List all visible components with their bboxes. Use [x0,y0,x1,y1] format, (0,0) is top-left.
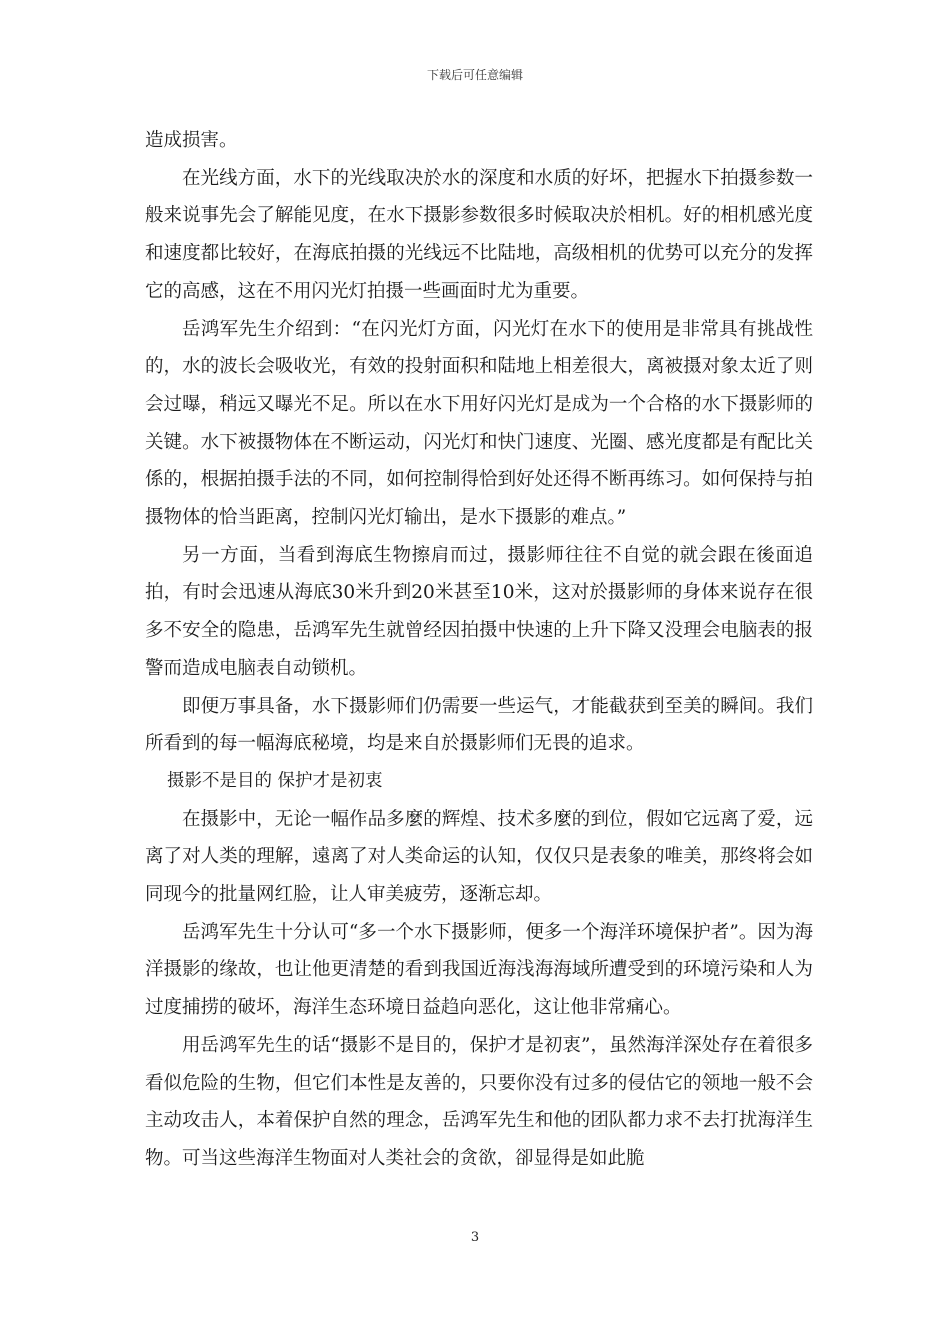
page-header: 下载后可任意编辑 [426,68,523,82]
paragraph-ascent-risk: 另一方面，当看到海底生物擦肩而过，摄影师往往不自觉的就会跟在後面追拍，有时会迅速从海底30米升到20米甚至10米，这对於摄影师的身体来说存在很多不安全的隐患，岳鸿军先生就曾经因拍摄中快速的上升下降又没理会电脑表的报警而造成电脑表自动锁机。 [145,544,813,679]
paragraph-luck: 即便万事具备，水下摄影师们仍需要一些运气，才能截获到至美的瞬间。我们所看到的每一幅海底秘境，均是来自於摄影师们无畏的追求。 [145,695,813,755]
paragraph-protector: 岳鸿军先生十分认可“多一个水下摄影师，便多一个海洋环境保护者”。因为海洋摄影的缘故，也让他更清楚的看到我国近海浅海海域所遭受到的环境污染和人为过度捕捞的破坏，海洋生态环境日益趋向恶化，这让他非常痛心。 [145,921,813,1019]
paragraph-flash: 岳鸿军先生介绍到：“在闪光灯方面，闪光灯在水下的使用是非常具有挑战性的，水的波长会吸收光，有效的投射面积和陆地上相差很大，离被摄对象太近了则会过曝，稍远又曝光不足。所以在水下用好闪光灯是成为一个合格的水下摄影师的关键。水下被摄物体在不断运动，闪光灯和快门速度、光圈、感光度都是有配比关係的，根据拍摄手法的不同，如何控制得恰到好处还得不断再练习。如何保持与拍摄物体的恰当距离，控制闪光灯输出，是水下摄影的难点。” [145,318,813,529]
paragraph-lighting: 在光线方面，水下的光线取决於水的深度和水质的好坏，把握水下拍摄参数一般来说事先会了解能见度，在水下摄影参数很多时候取决於相机。好的相机感光度和速度都比较好，在海底拍摄的光线远不比陆地，高级相机的优势可以充分的发挥它的高感，这在不用闪光灯拍摄一些画面时尤为重要。 [145,167,813,302]
section-subheading: 摄影不是目的 保护才是初衷 [167,770,383,791]
page-number: 3 [470,1230,480,1245]
paragraph-protection-not-purpose: 用岳鸿军先生的话“摄影不是目的，保护才是初衷”，虽然海洋深处存在着很多看似危险的生物，但它们本性是友善的，只要你没有过多的侵估它的领地一般不会主动攻击人，本着保护自然的理念，岳鸿军先生和他的团队都力求不去打扰海洋生物。可当这些海洋生物面对人类社会的贪欲，卻显得是如此脆 [145,1034,813,1169]
document-body [145,122,813,1178]
paragraph-continuation: 造成损害。 [145,130,238,151]
paragraph-photography-love: 在摄影中，无论一幅作品多麼的辉煌、技术多麼的到位，假如它远离了爱，远离了对人类的理解，遠离了对人类命运的认知，仅仅只是表象的唯美，那终将会如同现今的批量网红脸，让人审美疲劳，逐渐忘却。 [145,808,813,906]
